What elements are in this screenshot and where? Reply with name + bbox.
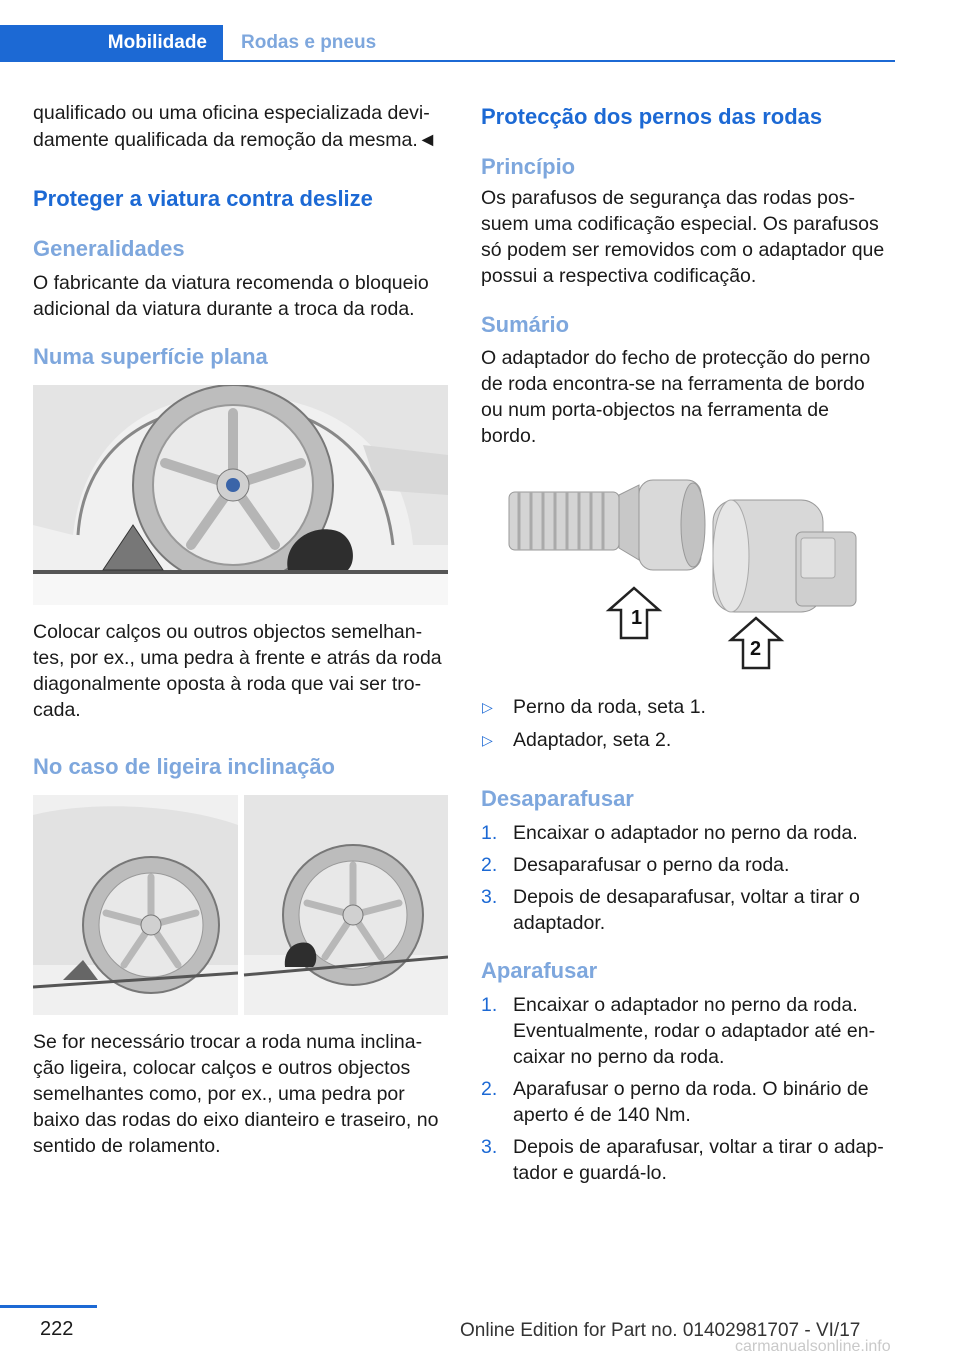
general-text-line: adicional da viatura durante a troca da roda. bbox=[33, 298, 415, 320]
step-text: Encaixar o adaptador no perno da roda. bbox=[513, 994, 858, 1016]
incline-text-line: Se for necessário trocar a roda numa inclina‐ bbox=[33, 1031, 423, 1053]
header-divider bbox=[0, 60, 895, 62]
step-text: caixar no perno da roda. bbox=[513, 1046, 725, 1068]
flat-surface-illustration bbox=[33, 385, 448, 605]
flat-text-line: tes, por ex., uma pedra à frente e atrás da roda bbox=[33, 647, 442, 669]
incline-text-line: baixo das rodas do eixo dianteiro e traseiro, no bbox=[33, 1109, 439, 1131]
step-text: Encaixar o adaptador no perno da roda. bbox=[513, 822, 858, 844]
watermark: carmanualsonline.info bbox=[735, 1338, 891, 1355]
step-text: Depois de aparafusar, voltar a tirar o adap‐ bbox=[513, 1136, 884, 1158]
triangle-bullet-icon: ▷ bbox=[482, 699, 493, 715]
principle-text-line: Os parafusos de segurança das rodas pos‐ bbox=[481, 187, 855, 209]
summary-text-line: O adaptador do fecho de protecção do perno bbox=[481, 347, 871, 369]
flat-text-line: Colocar calços ou outros objectos semelhan‐ bbox=[33, 621, 423, 643]
step-text: Depois de desaparafusar, voltar a tirar o bbox=[513, 886, 860, 908]
intro-text-line: damente qualificada da remoção da mesma.◄ bbox=[33, 129, 438, 151]
bolt-and-adapter-drawing bbox=[481, 460, 896, 680]
heading-flat-surface: Numa superfície plana bbox=[33, 344, 268, 369]
page-number: 222 bbox=[40, 1318, 74, 1340]
tab-mobilidade[interactable]: Mobilidade bbox=[0, 25, 223, 61]
step-text: Aparafusar o perno da roda. O binário de bbox=[513, 1078, 869, 1100]
arrow-1-label: 1 bbox=[631, 607, 643, 629]
list-item: Adaptador, seta 2. bbox=[513, 729, 672, 751]
arrow-2-label: 2 bbox=[750, 638, 762, 660]
heading-screw: Aparafusar bbox=[481, 958, 598, 983]
bolt-adapter-illustration bbox=[481, 460, 896, 680]
intro-text-line: qualificado ou uma oficina especializada devi‐ bbox=[33, 102, 430, 124]
heading-incline: No caso de ligeira inclinação bbox=[33, 754, 335, 779]
step-number: 1. bbox=[481, 994, 498, 1016]
incline-text-line: sentido de rolamento. bbox=[33, 1135, 221, 1157]
heading-general: Generalidades bbox=[33, 236, 185, 261]
heading-principle: Princípio bbox=[481, 154, 576, 179]
principle-text-line: suem uma codificação especial. Os parafusos bbox=[481, 213, 879, 235]
step-number: 2. bbox=[481, 1078, 498, 1100]
incline-illustration bbox=[33, 795, 448, 1015]
flat-text-line: diagonalmente oposta à roda que vai ser tro‐ bbox=[33, 673, 422, 695]
principle-text-line: possui a respectiva codificação. bbox=[481, 265, 757, 287]
heading-summary: Sumário bbox=[481, 312, 570, 337]
step-text: adaptador. bbox=[513, 912, 606, 934]
step-text: Desaparafusar o perno da roda. bbox=[513, 854, 790, 876]
step-text: Eventualmente, rodar o adaptador até en‐ bbox=[513, 1020, 876, 1042]
incline-text-line: semelhantes como, por ex., uma pedra por bbox=[33, 1083, 405, 1105]
summary-text-line: bordo. bbox=[481, 425, 537, 447]
heading-wheel-bolt-protection: Protecção dos pernos das rodas bbox=[481, 104, 823, 129]
header-bar bbox=[0, 0, 960, 62]
tab-rodas-e-pneus[interactable]: Rodas e pneus bbox=[241, 32, 377, 53]
heading-protect-vehicle: Proteger a viatura contra deslize bbox=[33, 186, 373, 211]
wheel-chock-illustration bbox=[33, 385, 448, 605]
edition-text: Online Edition for Part no. 01402981707 - VI/17 bbox=[460, 1320, 861, 1341]
summary-text-line: ou num porta-objectos na ferramenta de bbox=[481, 399, 829, 421]
incline-text-line: ção ligeira, colocar calços e outros objectos bbox=[33, 1057, 411, 1079]
list-item: Perno da roda, seta 1. bbox=[513, 696, 706, 718]
principle-text-line: só podem ser removidos com o adaptador que bbox=[481, 239, 885, 261]
step-number: 3. bbox=[481, 1136, 498, 1158]
step-text: tador e guardá-lo. bbox=[513, 1162, 667, 1184]
step-number: 3. bbox=[481, 886, 498, 908]
step-number: 2. bbox=[481, 854, 498, 876]
summary-text-line: de roda encontra-se na ferramenta de bordo bbox=[481, 373, 865, 395]
step-number: 1. bbox=[481, 822, 498, 844]
general-text-line: O fabricante da viatura recomenda o bloqueio bbox=[33, 272, 429, 294]
heading-unscrew: Desaparafusar bbox=[481, 786, 634, 811]
step-text: aperto é de 140 Nm. bbox=[513, 1104, 691, 1126]
flat-text-line: cada. bbox=[33, 699, 81, 721]
incline-wheels-illustration bbox=[33, 795, 448, 1015]
footer-divider bbox=[0, 1305, 97, 1308]
triangle-bullet-icon: ▷ bbox=[482, 732, 493, 748]
